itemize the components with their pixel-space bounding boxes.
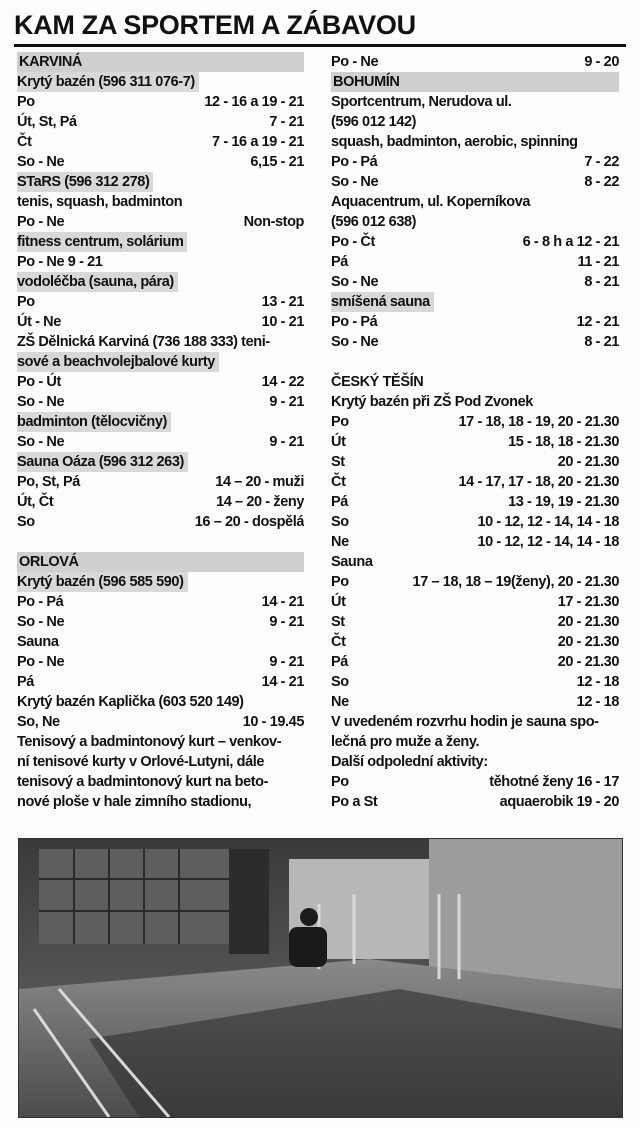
right-line xyxy=(331,112,619,132)
right-line xyxy=(331,92,619,112)
right-line-label: Další odpolední aktivity: xyxy=(331,754,488,770)
indoor-pool-photo xyxy=(18,838,623,1118)
right-line xyxy=(331,632,619,652)
right-line xyxy=(331,172,619,192)
right-line xyxy=(331,152,619,172)
left-line xyxy=(17,212,304,232)
left-line-label: So - Ne xyxy=(17,434,65,450)
left-line xyxy=(17,632,304,652)
right-line xyxy=(331,532,619,552)
left-line xyxy=(17,692,304,712)
right-line-label: St xyxy=(331,454,345,470)
left-line-value: 12 - 16 a 19 - 21 xyxy=(204,94,304,110)
left-line-label: Tenisový a badmintonový kurt – venkov- xyxy=(17,734,282,750)
left-line-label: ORLOVÁ xyxy=(17,552,304,572)
left-line-label: ní tenisové kurty v Orlové-Lutyni, dále xyxy=(17,754,265,770)
right-line xyxy=(331,132,619,152)
right-line-value: 20 - 21.30 xyxy=(557,454,619,470)
right-line-label: lečná pro muže a ženy. xyxy=(331,734,480,750)
right-line xyxy=(331,752,619,772)
right-line-value: 20 - 21.30 xyxy=(557,654,619,670)
right-line-label: Ne xyxy=(331,534,349,550)
right-line-label: V uvedeném rozvrhu hodin je sauna spo- xyxy=(331,714,599,730)
left-line-label: sové a beachvolejbalové kurty xyxy=(17,352,219,372)
left-line-label: Po - Ne xyxy=(17,654,65,670)
left-line-label: Krytý bazén Kaplička (603 520 149) xyxy=(17,694,244,710)
right-line-label: Út xyxy=(331,594,346,610)
left-line xyxy=(17,652,304,672)
left-line xyxy=(17,152,304,172)
left-line xyxy=(17,532,304,552)
right-line-label: Sauna xyxy=(331,554,373,570)
right-line xyxy=(331,512,619,532)
right-line-label: Pá xyxy=(331,254,348,270)
left-line-value: 14 - 21 xyxy=(261,674,304,690)
right-line xyxy=(331,332,619,352)
right-line-label: Po xyxy=(331,574,349,590)
left-line-value: 14 - 21 xyxy=(261,594,304,610)
left-line xyxy=(17,292,304,312)
right-line xyxy=(331,212,619,232)
right-line-value: 17 – 18, 18 – 19(ženy), 20 - 21.30 xyxy=(412,574,619,590)
right-line xyxy=(331,652,619,672)
left-line xyxy=(17,572,304,592)
left-line xyxy=(17,612,304,632)
right-line-value: 7 - 22 xyxy=(584,154,619,170)
left-line-label: Pá xyxy=(17,674,34,690)
right-line-label: squash, badminton, aerobic, spinning xyxy=(331,134,578,150)
left-line-value: Non-stop xyxy=(243,214,304,230)
page-headline: KAM ZA SPORTEM A ZÁBAVOU xyxy=(14,6,626,47)
right-line-label: Út xyxy=(331,434,346,450)
left-line xyxy=(17,592,304,612)
right-line-value: 13 - 19, 19 - 21.30 xyxy=(508,494,619,510)
right-line-value: 15 - 18, 18 - 21.30 xyxy=(508,434,619,450)
right-line xyxy=(331,72,619,92)
left-line xyxy=(17,232,304,252)
left-line xyxy=(17,712,304,732)
right-line-value: těhotné ženy 16 - 17 xyxy=(489,774,619,790)
left-line-label: Po, St, Pá xyxy=(17,474,80,490)
left-line xyxy=(17,492,304,512)
right-line xyxy=(331,252,619,272)
right-line xyxy=(331,792,619,812)
right-line xyxy=(331,592,619,612)
left-line-label: So - Ne xyxy=(17,394,65,410)
left-line xyxy=(17,772,304,792)
left-line xyxy=(17,752,304,772)
right-line-label: Pá xyxy=(331,654,348,670)
left-line-label: Po xyxy=(17,94,35,110)
right-line-value: 12 - 21 xyxy=(576,314,619,330)
right-line-label: Krytý bazén při ZŠ Pod Zvonek xyxy=(331,394,533,410)
left-line xyxy=(17,392,304,412)
right-line xyxy=(331,772,619,792)
left-line-label: KARVINÁ xyxy=(17,52,304,72)
right-line-label: Po xyxy=(331,414,349,430)
right-line-label: Ne xyxy=(331,694,349,710)
right-line xyxy=(331,432,619,452)
left-line xyxy=(17,192,304,212)
left-line-label: nové ploše v hale zimního stadionu, xyxy=(17,794,252,810)
right-line-value: 12 - 18 xyxy=(576,674,619,690)
left-line-label: STaRS (596 312 278) xyxy=(17,172,153,192)
left-line xyxy=(17,792,304,812)
right-line xyxy=(331,612,619,632)
right-line xyxy=(331,292,619,312)
right-line-value: 14 - 17, 17 - 18, 20 - 21.30 xyxy=(458,474,619,490)
left-line-value: 14 – 20 - muži xyxy=(215,474,304,490)
right-line-label: So xyxy=(331,514,349,530)
left-line xyxy=(17,332,304,352)
left-line-label: Po - Ne 9 - 21 xyxy=(17,254,103,270)
left-line-value: 10 - 21 xyxy=(261,314,304,330)
left-line-value: 9 - 21 xyxy=(269,434,304,450)
right-line-label: St xyxy=(331,614,345,630)
right-line-value: 6 - 8 h a 12 - 21 xyxy=(522,234,619,250)
right-line-value: 10 - 12, 12 - 14, 14 - 18 xyxy=(477,514,619,530)
left-line-label: badminton (tělocvičny) xyxy=(17,412,171,432)
right-line xyxy=(331,232,619,252)
right-line-label: Po - Ne xyxy=(331,54,379,70)
right-line xyxy=(331,352,619,372)
left-line xyxy=(17,352,304,372)
left-line-value: 13 - 21 xyxy=(261,294,304,310)
left-line xyxy=(17,452,304,472)
left-line-label: So - Ne xyxy=(17,154,65,170)
left-line xyxy=(17,512,304,532)
right-line-value: 10 - 12, 12 - 14, 14 - 18 xyxy=(477,534,619,550)
right-line-label: Čt xyxy=(331,634,346,650)
right-line-label: smíšená sauna xyxy=(331,292,434,312)
left-line xyxy=(17,672,304,692)
left-line xyxy=(17,172,304,192)
left-line-value: 9 - 21 xyxy=(269,654,304,670)
left-line xyxy=(17,92,304,112)
left-line xyxy=(17,412,304,432)
right-line xyxy=(331,372,619,392)
right-line-value: 12 - 18 xyxy=(576,694,619,710)
right-line-value: 8 - 21 xyxy=(584,334,619,350)
left-line-label: fitness centrum, solárium xyxy=(17,232,187,252)
left-line-label: ZŠ Dělnická Karviná (736 188 333) teni- xyxy=(17,334,270,350)
right-line-label: Pá xyxy=(331,494,348,510)
right-line xyxy=(331,572,619,592)
left-line-value: 16 – 20 - dospělá xyxy=(194,514,304,530)
left-line xyxy=(17,432,304,452)
right-line-value: aquaerobik 19 - 20 xyxy=(499,794,619,810)
right-line xyxy=(331,272,619,292)
left-column xyxy=(17,52,304,812)
right-line-label: Aquacentrum, ul. Koperníkova xyxy=(331,194,531,210)
right-line-label: (596 012 638) xyxy=(331,214,417,230)
left-line-label: Út, St, Pá xyxy=(17,114,77,130)
right-column xyxy=(331,52,619,812)
right-line-value: 20 - 21.30 xyxy=(557,614,619,630)
left-line-label: Krytý bazén (596 311 076-7) xyxy=(17,72,199,92)
right-line xyxy=(331,392,619,412)
left-line-value: 14 – 20 - ženy xyxy=(216,494,304,510)
left-line xyxy=(17,132,304,152)
left-line-value: 9 - 21 xyxy=(269,394,304,410)
right-line-label: (596 012 142) xyxy=(331,114,417,130)
left-line-value: 6,15 - 21 xyxy=(250,154,304,170)
left-line-label: Po - Út xyxy=(17,374,61,390)
right-line xyxy=(331,692,619,712)
left-line-label: So, Ne xyxy=(17,714,60,730)
left-line xyxy=(17,112,304,132)
right-line xyxy=(331,192,619,212)
left-line-label: So - Ne xyxy=(17,614,65,630)
left-line-label: tenis, squash, badminton xyxy=(17,194,183,210)
right-line-label: Po - Pá xyxy=(331,314,378,330)
left-line xyxy=(17,72,304,92)
right-line-value: 17 - 18, 18 - 19, 20 - 21.30 xyxy=(458,414,619,430)
right-line xyxy=(331,552,619,572)
right-line xyxy=(331,312,619,332)
left-line-label: Sauna xyxy=(17,634,59,650)
right-line xyxy=(331,452,619,472)
right-line xyxy=(331,732,619,752)
left-line xyxy=(17,732,304,752)
right-line-value: 11 - 21 xyxy=(577,254,619,270)
left-line-label: Čt xyxy=(17,134,32,150)
left-line-label: Sauna Oáza (596 312 263) xyxy=(17,452,188,472)
left-line-label: So xyxy=(17,514,35,530)
right-line-value: 8 - 22 xyxy=(584,174,619,190)
left-line xyxy=(17,312,304,332)
left-line-value: 9 - 21 xyxy=(269,614,304,630)
left-line xyxy=(17,552,304,572)
left-line xyxy=(17,372,304,392)
right-line-label: Sportcentrum, Nerudova ul. xyxy=(331,94,512,110)
left-line-label: Po xyxy=(17,294,35,310)
right-line-label: Čt xyxy=(331,474,346,490)
right-line xyxy=(331,712,619,732)
right-line xyxy=(331,472,619,492)
left-line-value: 7 - 21 xyxy=(269,114,304,130)
left-line-label: vodoléčba (sauna, pára) xyxy=(17,272,178,292)
right-line-label: So xyxy=(331,674,349,690)
left-line-label: Krytý bazén (596 585 590) xyxy=(17,572,188,592)
left-line-label: Po - Pá xyxy=(17,594,64,610)
left-line-value: 14 - 22 xyxy=(261,374,304,390)
right-line-value: 9 - 20 xyxy=(584,54,619,70)
right-line-label: Po xyxy=(331,774,349,790)
right-line-value: 20 - 21.30 xyxy=(557,634,619,650)
right-line-label: So - Ne xyxy=(331,274,379,290)
left-line-label: Út - Ne xyxy=(17,314,61,330)
right-line-label: BOHUMÍN xyxy=(331,72,619,92)
right-line-value: 17 - 21.30 xyxy=(557,594,619,610)
left-line-value: 7 - 16 a 19 - 21 xyxy=(212,134,304,150)
right-line xyxy=(331,492,619,512)
left-line xyxy=(17,52,304,72)
right-line xyxy=(331,672,619,692)
right-line xyxy=(331,412,619,432)
left-line-label: Út, Čt xyxy=(17,494,54,510)
left-line-value: 10 - 19.45 xyxy=(242,714,304,730)
left-line xyxy=(17,252,304,272)
left-line-label: Po - Ne xyxy=(17,214,65,230)
right-line-value: 8 - 21 xyxy=(584,274,619,290)
right-line-label: Po - Pá xyxy=(331,154,378,170)
right-line-label: ČESKÝ TĚŠÍN xyxy=(331,374,424,390)
right-line-label: Po a St xyxy=(331,794,378,810)
left-line-label: tenisový a badmintonový kurt na beto- xyxy=(17,774,269,790)
right-line xyxy=(331,52,619,72)
right-line-label: So - Ne xyxy=(331,174,379,190)
right-line-label: So - Ne xyxy=(331,334,379,350)
left-line xyxy=(17,272,304,292)
right-line-label: Po - Čt xyxy=(331,234,375,250)
left-line xyxy=(17,472,304,492)
